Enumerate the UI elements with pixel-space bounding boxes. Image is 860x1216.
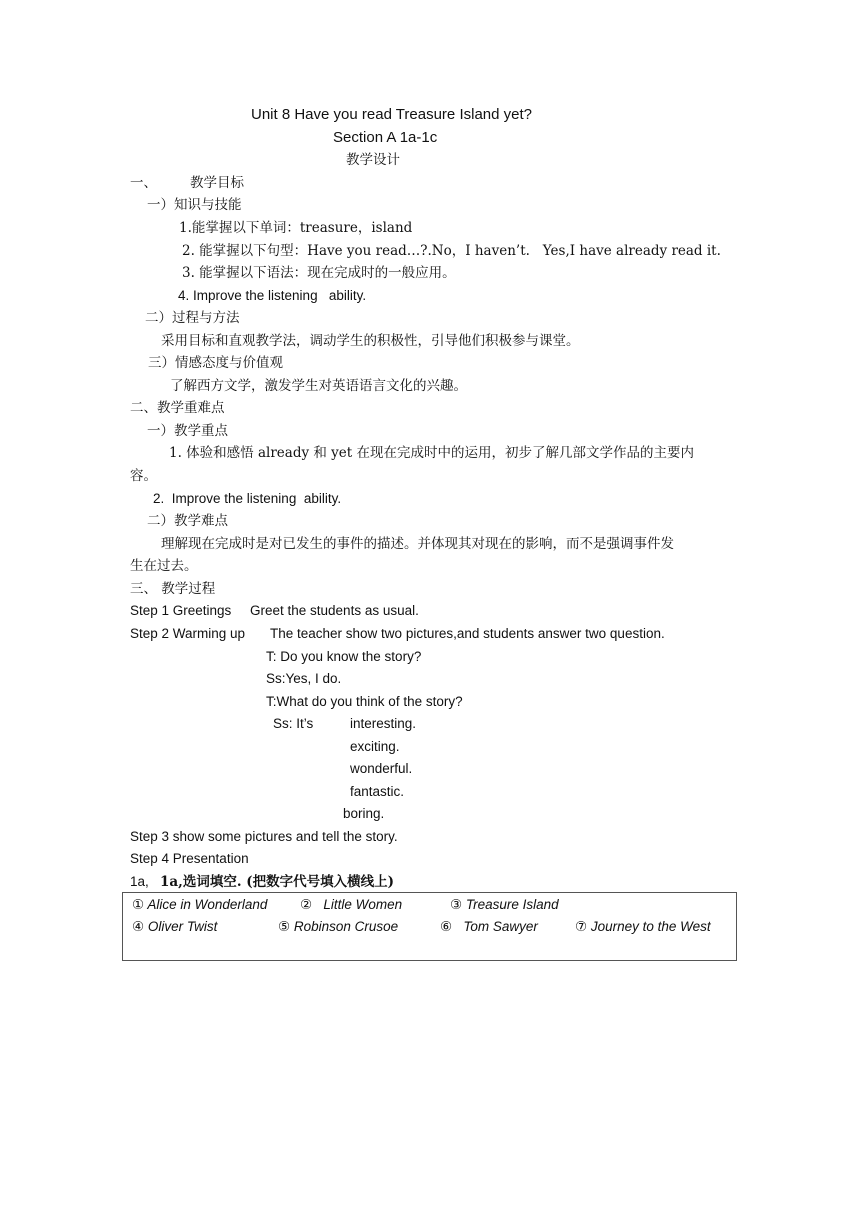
- adjective-item: fantastic.: [350, 784, 405, 799]
- option-item: ③ Treasure Island: [450, 897, 559, 912]
- step1-label: Step 1 Greetings: [130, 603, 232, 618]
- part1-number: 一、: [130, 175, 157, 191]
- part1-sub2-heading: 二）过程与方法: [145, 310, 240, 326]
- word-bank-box: [122, 892, 737, 961]
- option-item: ④ Oliver Twist: [132, 919, 218, 934]
- part1-sub2-text: 采用目标和直观教学法，调动学生的积极性，引导他们积极参与课堂。: [161, 333, 580, 349]
- part1-sub1-heading: 一）知识与技能: [147, 197, 242, 213]
- part3-heading: 三、 教学过程: [130, 581, 216, 597]
- key-point-2: 2. Improve the listening ability.: [153, 491, 342, 506]
- step2-text: The teacher show two pictures,and students answer two question.: [270, 626, 665, 641]
- option-item: ⑥ Tom Sawyer: [440, 919, 538, 934]
- difficulty-line2: 生在过去。: [130, 558, 198, 574]
- adjective-item: exciting.: [350, 739, 400, 754]
- exercise-prefix: 1a,: [130, 874, 149, 889]
- adjective-item: wonderful.: [350, 761, 413, 776]
- dialogue-teacher-1: T: Do you know the story?: [266, 649, 422, 664]
- step4-text: Step 4 Presentation: [130, 851, 249, 866]
- option-item: ① Alice in Wonderland: [132, 897, 268, 912]
- dialogue-teacher-2: T:What do you think of the story?: [266, 694, 463, 709]
- part1-sub3-text: 了解西方文学，激发学生对英语语言文化的兴趣。: [170, 378, 467, 394]
- option-item: ② Little Women: [300, 897, 403, 912]
- adjective-item: interesting.: [350, 716, 417, 731]
- option-item: ⑦ Journey to the West: [575, 919, 711, 934]
- step2-label: Step 2 Warming up: [130, 626, 246, 641]
- key-point-1-line2: 容。: [130, 468, 157, 484]
- difficulty-line1: 理解现在完成时是对已发生的事件的描述。并体现其对现在的影响，而不是强调事件发: [161, 536, 674, 552]
- part1-sub3-heading: 三）情感态度与价值观: [148, 355, 283, 371]
- goal-item-2: 2. 能掌握以下句型：Have you read…?.No，I haven’t. Yes,I have already read it.: [182, 243, 721, 259]
- step3-text: Step 3 show some pictures and tell the story.: [130, 829, 398, 844]
- goal-item-1: 1.能掌握以下单词：treasure，island: [179, 220, 413, 236]
- step1-text: Greet the students as usual.: [250, 603, 419, 618]
- dialogue-students-2-prefix: Ss: It’s: [273, 716, 314, 731]
- adjective-item: boring.: [343, 806, 385, 821]
- part2-heading: 二、教学重难点: [130, 400, 225, 416]
- part2-sub1-heading: 一）教学重点: [147, 423, 228, 439]
- dialogue-students-1: Ss:Yes, I do.: [266, 671, 342, 686]
- key-point-1-line1: 1. 体验和感悟 already 和 yet 在现在完成时中的运用，初步了解几部文学作品的主要内: [169, 445, 695, 461]
- goal-item-3: 3. 能掌握以下语法：现在完成时的一般应用。: [182, 265, 456, 281]
- part2-sub2-heading: 二）教学难点: [147, 513, 228, 529]
- goal-item-4: 4. Improve the listening ability.: [178, 288, 367, 303]
- option-item: ⑤ Robinson Crusoe: [278, 919, 399, 934]
- part1-heading: 教学目标: [190, 175, 244, 191]
- document-title: Unit 8 Have you read Treasure Island yet?: [251, 106, 532, 123]
- exercise-instruction: 1a,选词填空. (把数字代号填入横线上): [160, 874, 395, 890]
- document-type: 教学设计: [346, 152, 400, 168]
- section-subtitle: Section A 1a-1c: [333, 129, 438, 146]
